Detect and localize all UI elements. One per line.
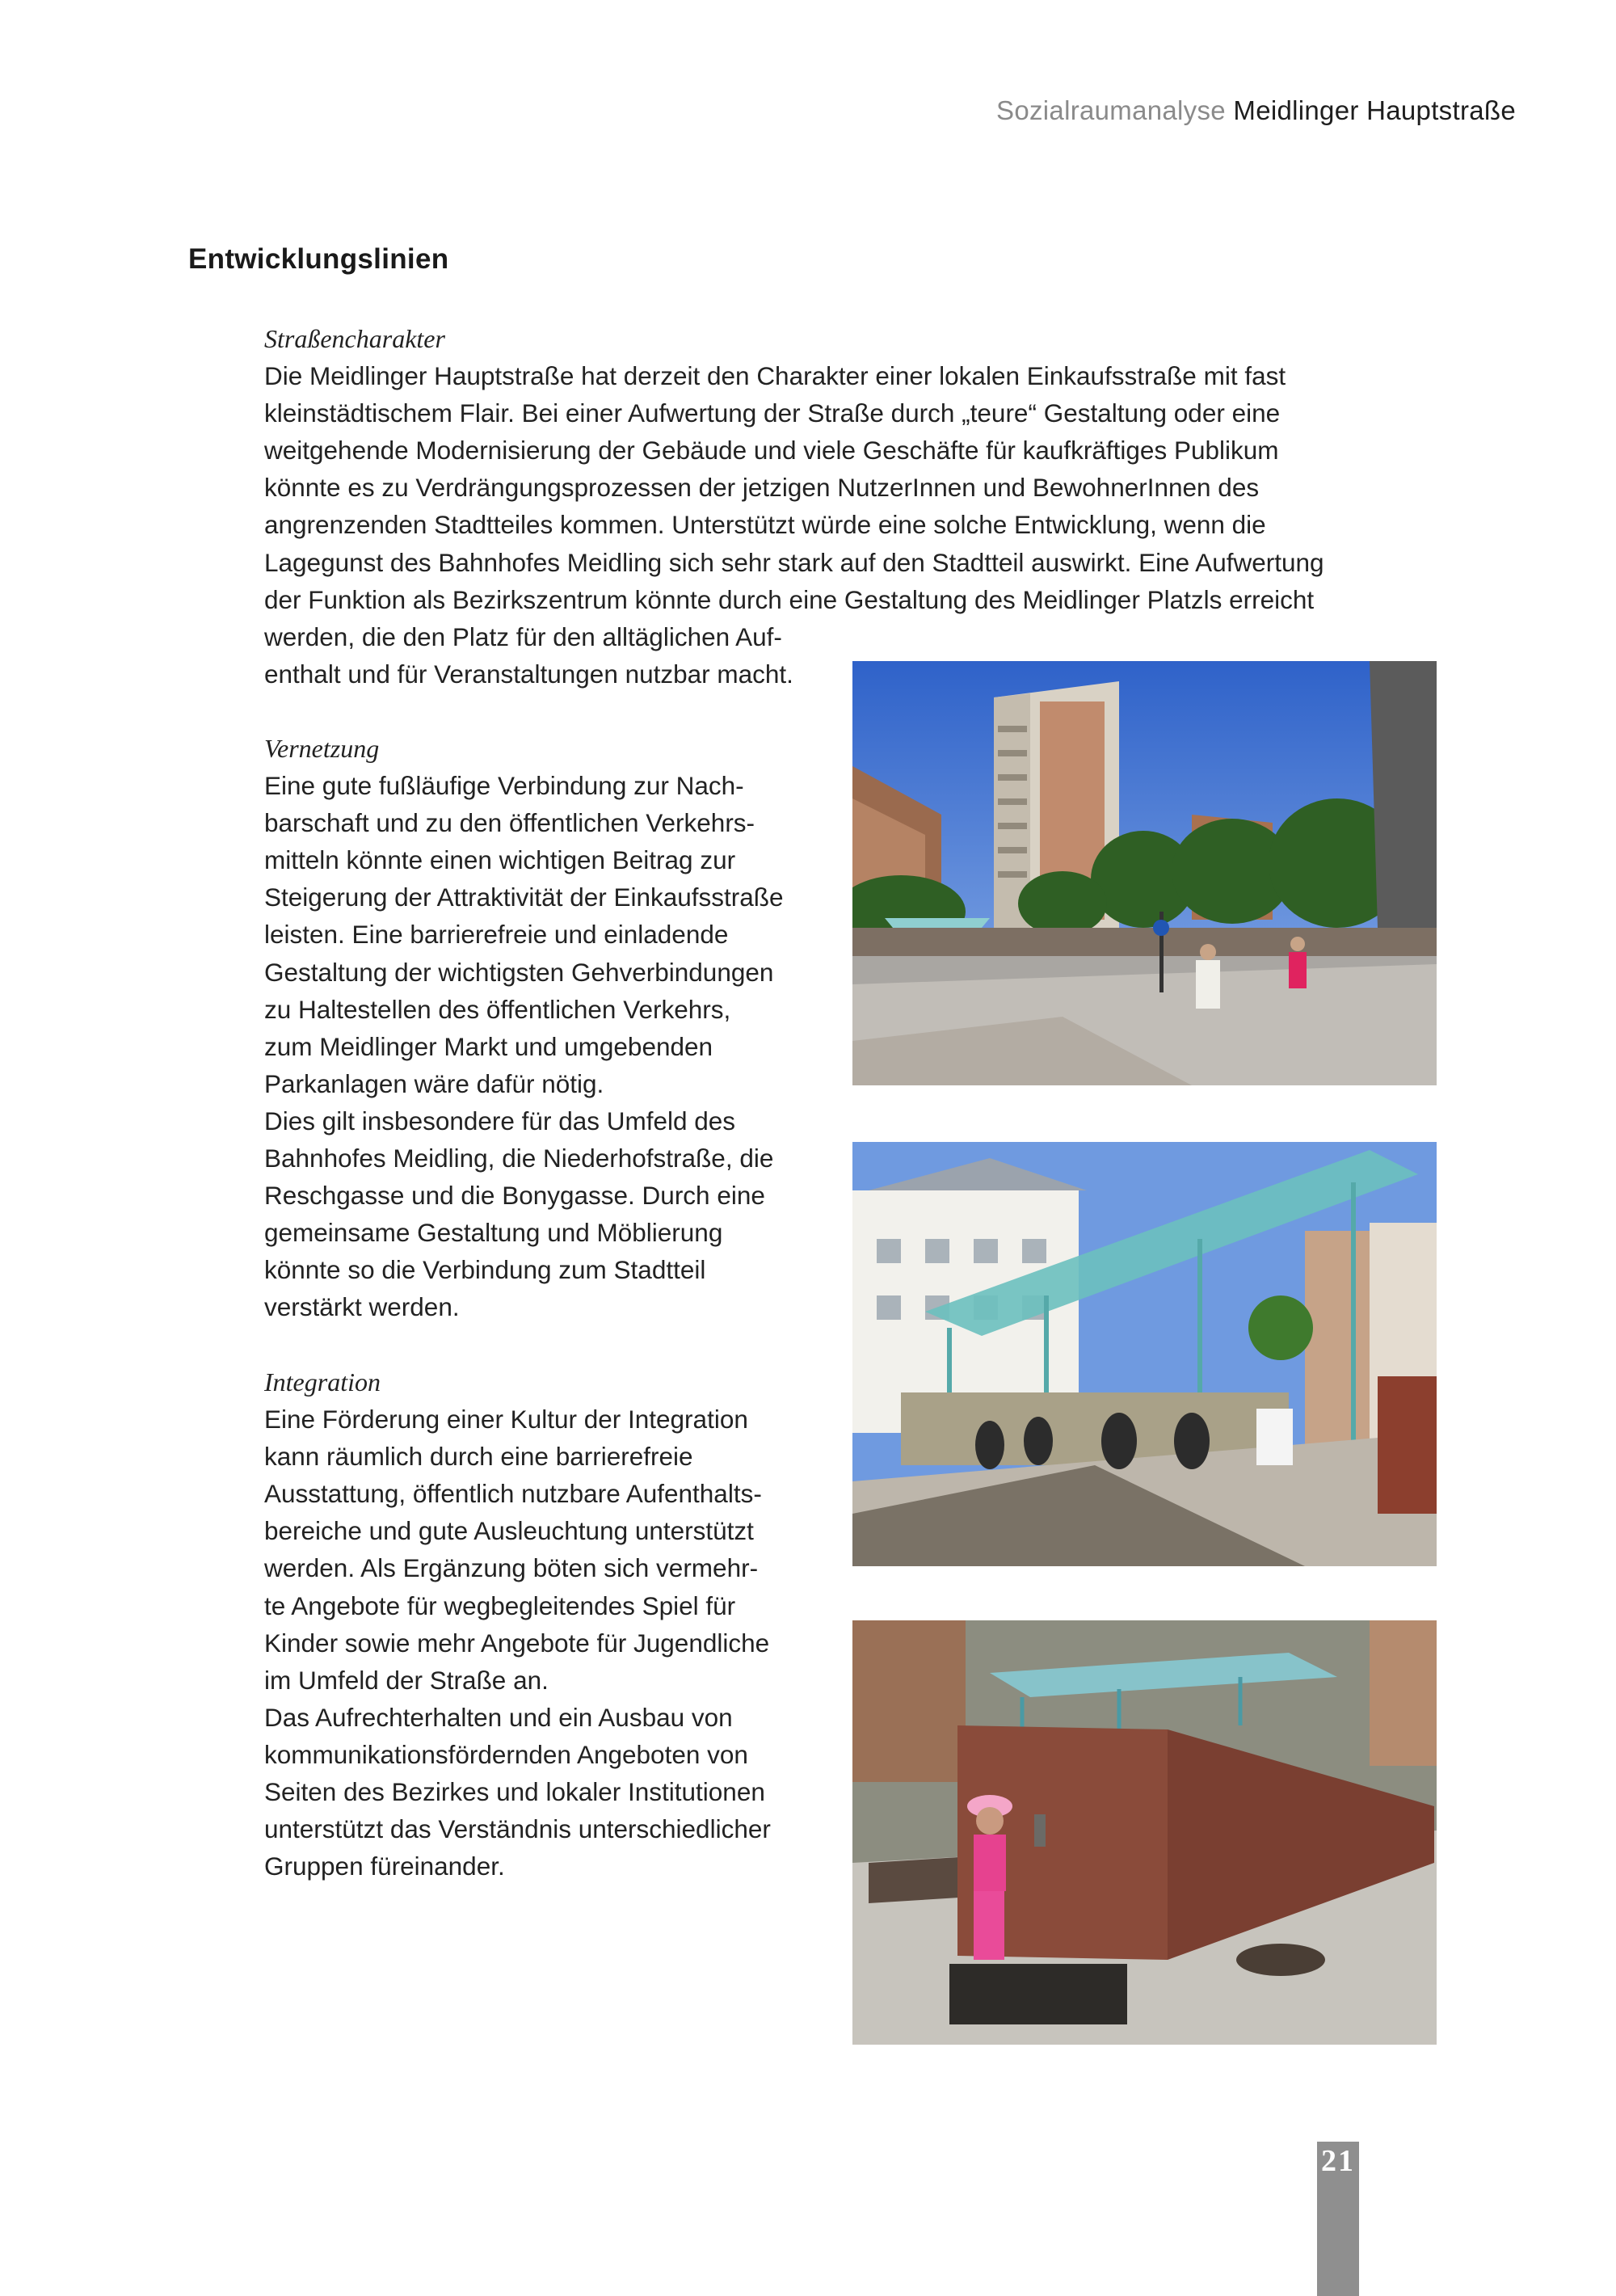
text-line: angrenzenden Stadtteiles kommen. Unterstützt würde eine solche Entwicklung, wenn die [264, 510, 1266, 540]
text-line: Parkanlagen wäre dafür nötig. [264, 1068, 604, 1098]
text-line: weitgehende Modernisierung der Gebäude und viele Geschäfte für kaufkräftiges Publikum [264, 436, 1279, 466]
text-line: leisten. Eine barrierefreie und einladende [264, 920, 729, 950]
text-line: verstärkt werden. [264, 1292, 460, 1322]
text-line: te Angebote für wegbegleitendes Spiel für [264, 1590, 736, 1620]
text-line: Steigerung der Attraktivität der Einkaufsstraße [264, 883, 784, 912]
integration-block [264, 1363, 771, 1885]
text-line: Kinder sowie mehr Angebote für Jugendliche [264, 1628, 770, 1658]
text-line: enthalt und für Veranstaltungen nutzbar macht. [264, 659, 793, 689]
text-line: mitteln könnte einen wichtigen Beitrag zur [264, 845, 736, 875]
running-header [996, 95, 1516, 126]
text-line: im Umfeld der Straße an. [264, 1665, 549, 1695]
section-title: Entwicklungslinien [188, 243, 449, 275]
integration-heading: Integration [264, 1367, 381, 1397]
text-line: Bahnhofes Meidling, die Niederhofstraße, die [264, 1144, 774, 1173]
street-tower-photo [852, 661, 1437, 1085]
text-line: Das Aufrechterhalten und ein Ausbau von [264, 1702, 733, 1732]
fountain-child-photo [852, 1620, 1437, 2045]
text-line: Eine gute fußläufige Verbindung zur Nach- [264, 771, 744, 801]
text-line: unterstützt das Verständnis unterschiedlicher [264, 1814, 771, 1844]
text-line: Dies gilt insbesondere für das Umfeld des [264, 1106, 736, 1135]
text-line: könnte so die Verbindung zum Stadtteil [264, 1255, 706, 1285]
vernetzung-block [264, 730, 784, 1326]
text-line: Gestaltung der wichtigsten Gehverbindungen [264, 957, 774, 987]
text-line: Lagegunst des Bahnhofes Meidling sich sehr stark auf den Stadtteil auswirkt. Eine Aufwertung [264, 547, 1324, 577]
text-line: Reschgasse und die Bonygasse. Durch eine [264, 1181, 765, 1211]
header-title: Meidlinger Hauptstraße [1233, 95, 1516, 125]
text-line: Ausstattung, öffentlich nutzbare Aufenthalts- [264, 1479, 762, 1509]
text-line: Seiten des Bezirkes und lokaler Institutionen [264, 1777, 765, 1807]
header-prefix: Sozialraumanalyse [996, 95, 1226, 125]
text-line: Die Meidlinger Hauptstraße hat derzeit den Charakter einer lokalen Einkaufsstraße mit fast [264, 361, 1286, 391]
text-line: bereiche und gute Ausleuchtung unterstützt [264, 1516, 754, 1546]
strassencharakter-heading: Straßencharakter [264, 324, 445, 353]
strassencharakter-block [264, 320, 1324, 693]
pergola-seating-photo [852, 1142, 1437, 1566]
page-number: 21 [1321, 2144, 1355, 2178]
text-line: kann räumlich durch eine barrierefreie [264, 1442, 693, 1472]
text-line: kleinstädtischem Flair. Bei einer Aufwertung der Straße durch „teure“ Gestaltung oder eine [264, 398, 1281, 428]
text-line: werden. Als Ergänzung böten sich vermehr- [264, 1553, 759, 1583]
text-line: gemeinsame Gestaltung und Möblierung [264, 1218, 723, 1248]
text-line: kommunikationsfördernden Angeboten von [264, 1739, 748, 1769]
text-line: werden, die den Platz für den alltäglichen Auf- [264, 621, 782, 651]
text-line: zu Haltestellen des öffentlichen Verkehrs, [264, 994, 731, 1024]
text-line: Gruppen füreinander. [264, 1852, 505, 1881]
text-line: zum Meidlinger Markt und umgebenden [264, 1031, 713, 1061]
text-line: der Funktion als Bezirkszentrum könnte durch eine Gestaltung des Meidlinger Platzls erreicht [264, 584, 1315, 614]
text-line: barschaft und zu den öffentlichen Verkehrs- [264, 808, 755, 838]
text-line: Eine Förderung einer Kultur der Integration [264, 1405, 748, 1434]
vernetzung-heading: Vernetzung [264, 734, 380, 763]
text-line: könnte es zu Verdrängungsprozessen der jetzigen NutzerInnen und BewohnerInnen des [264, 473, 1260, 503]
